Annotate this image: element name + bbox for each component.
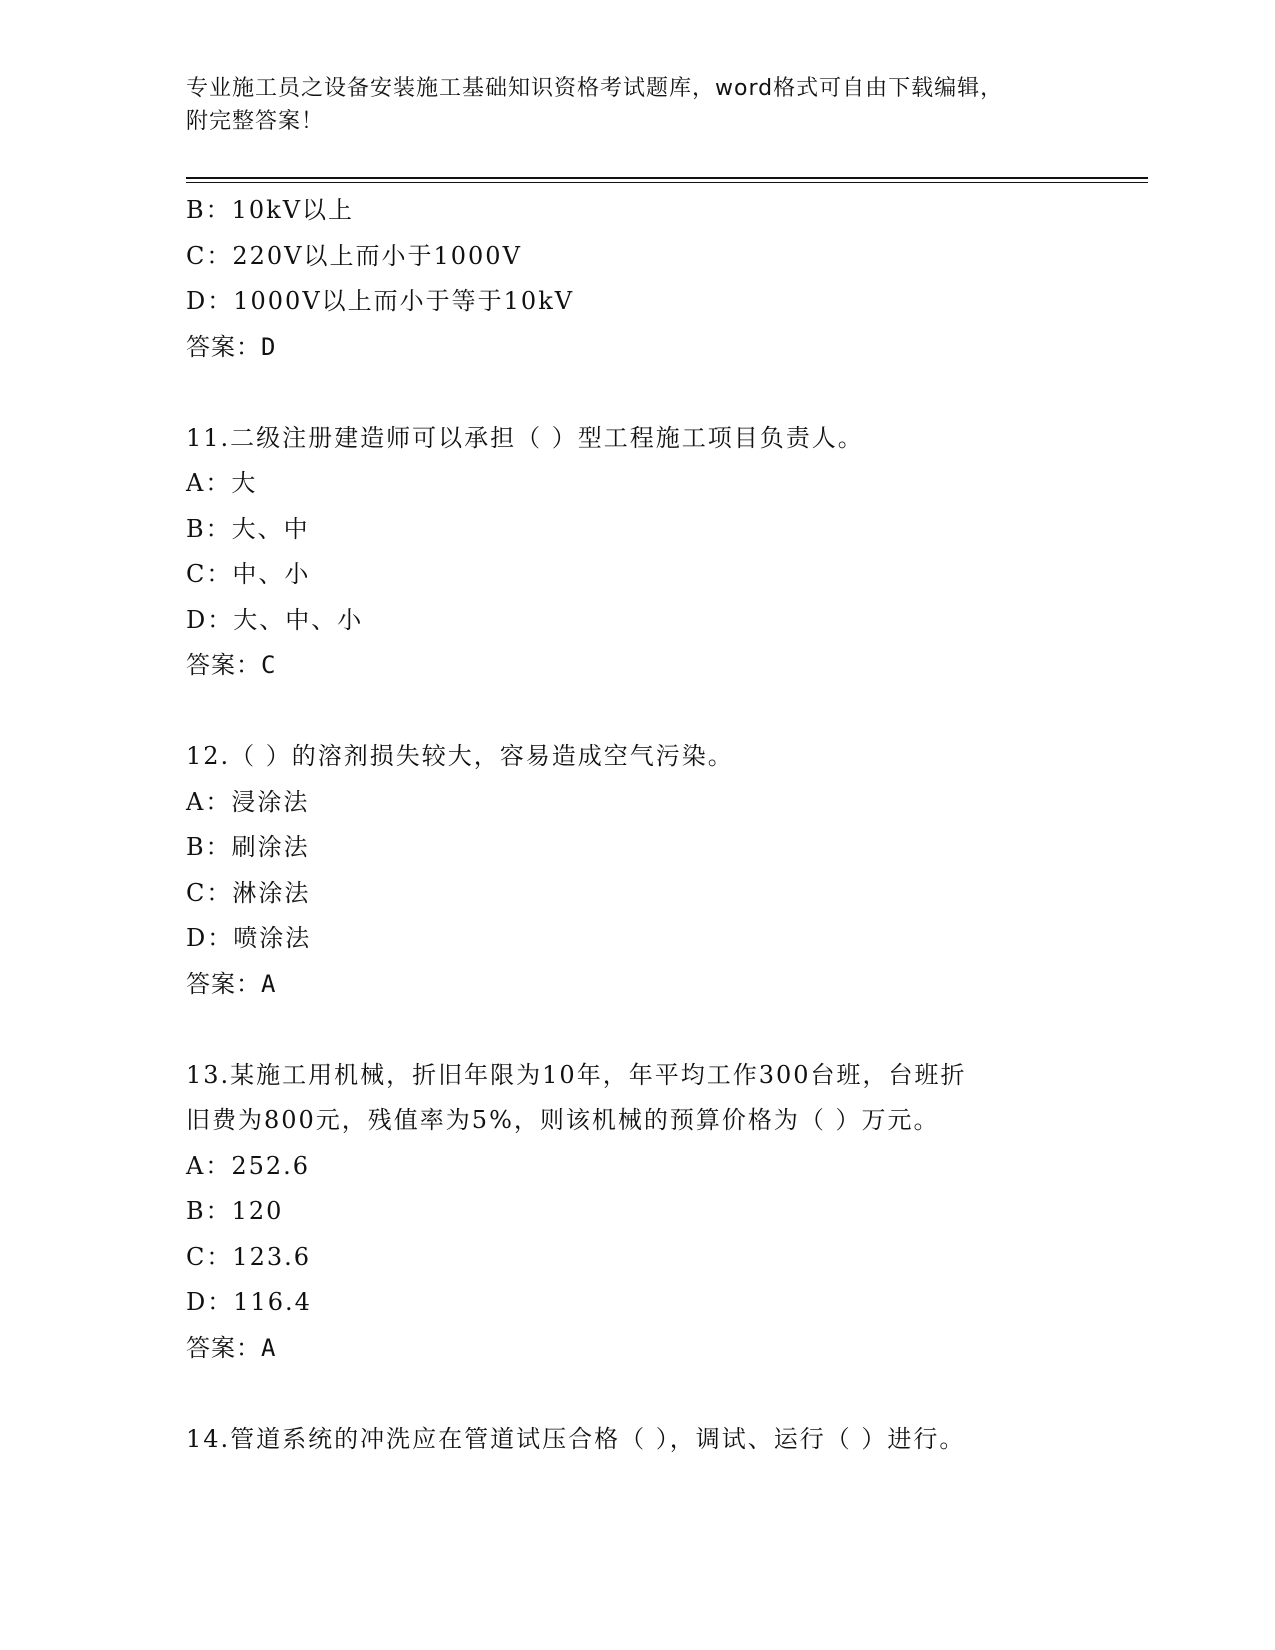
question-stem: 12.（ ）的溶剂损失较大，容易造成空气污染。 [186,742,734,770]
question-10 [186,188,1086,370]
question-gap [186,1007,1086,1053]
question-stem: 11.二级注册建造师可以承担（ ）型工程施工项目负责人。 [186,423,864,452]
answer-line [186,1326,1086,1372]
answer-value: D [261,332,277,361]
answer-label: 答案： [186,332,261,361]
question-11 [186,416,1086,689]
answer-value: C [261,651,277,679]
question-gap [186,370,1086,416]
header-line-2: 附完整答案！ [186,109,325,134]
answer-label: 答案： [186,1333,261,1362]
answer-line [186,643,1086,689]
question-stem-line-1: 13.某施工用机械，折旧年限为10年，年平均工作300台班，台班折 [186,1060,967,1089]
question-list [186,188,1086,1462]
header-divider-thin [186,182,1148,183]
question-gap [186,1371,1086,1417]
question-12 [186,734,1086,1007]
question-13 [186,1053,1086,1372]
option-b: B：刷涂法 [186,833,310,861]
option-a: A：浸涂法 [186,787,310,816]
answer-label: 答案： [186,651,261,679]
option-c: C：123.6 [186,1242,312,1271]
option-c: C：淋涂法 [186,878,311,907]
option-b: B：10kV以上 [186,196,355,224]
option-c: C：中、小 [186,560,311,588]
option-b: B：120 [186,1197,284,1225]
question-stem-line-2: 旧费为800元，残值率为5%，则该机械的预算价格为（ ）万元。 [186,1106,940,1134]
question-gap [186,689,1086,735]
header-line-1: 专业施工员之设备安装施工基础知识资格考试题库，word格式可自由下载编辑， [186,76,1004,101]
option-d: D：1000V以上而小于等于10kV [186,287,575,315]
option-d: D：喷涂法 [186,924,312,952]
answer-label: 答案： [186,969,261,998]
question-stem: 14.管道系统的冲洗应在管道试压合格（ ），调试、运行（ ）进行。 [186,1424,966,1453]
option-d: D：116.4 [186,1288,312,1316]
option-a: A：252.6 [186,1151,311,1180]
answer-value: A [261,969,277,998]
answer-value: A [261,1333,277,1362]
option-a: A：大 [186,469,258,497]
document-header [186,72,1066,138]
question-14 [186,1417,1086,1463]
option-d: D：大、中、小 [186,605,364,634]
answer-line [186,325,1086,371]
option-c: C：220V以上而小于1000V [186,241,522,270]
option-b: B：大、中 [186,514,310,543]
header-divider-thick [186,177,1148,179]
answer-line [186,962,1086,1008]
